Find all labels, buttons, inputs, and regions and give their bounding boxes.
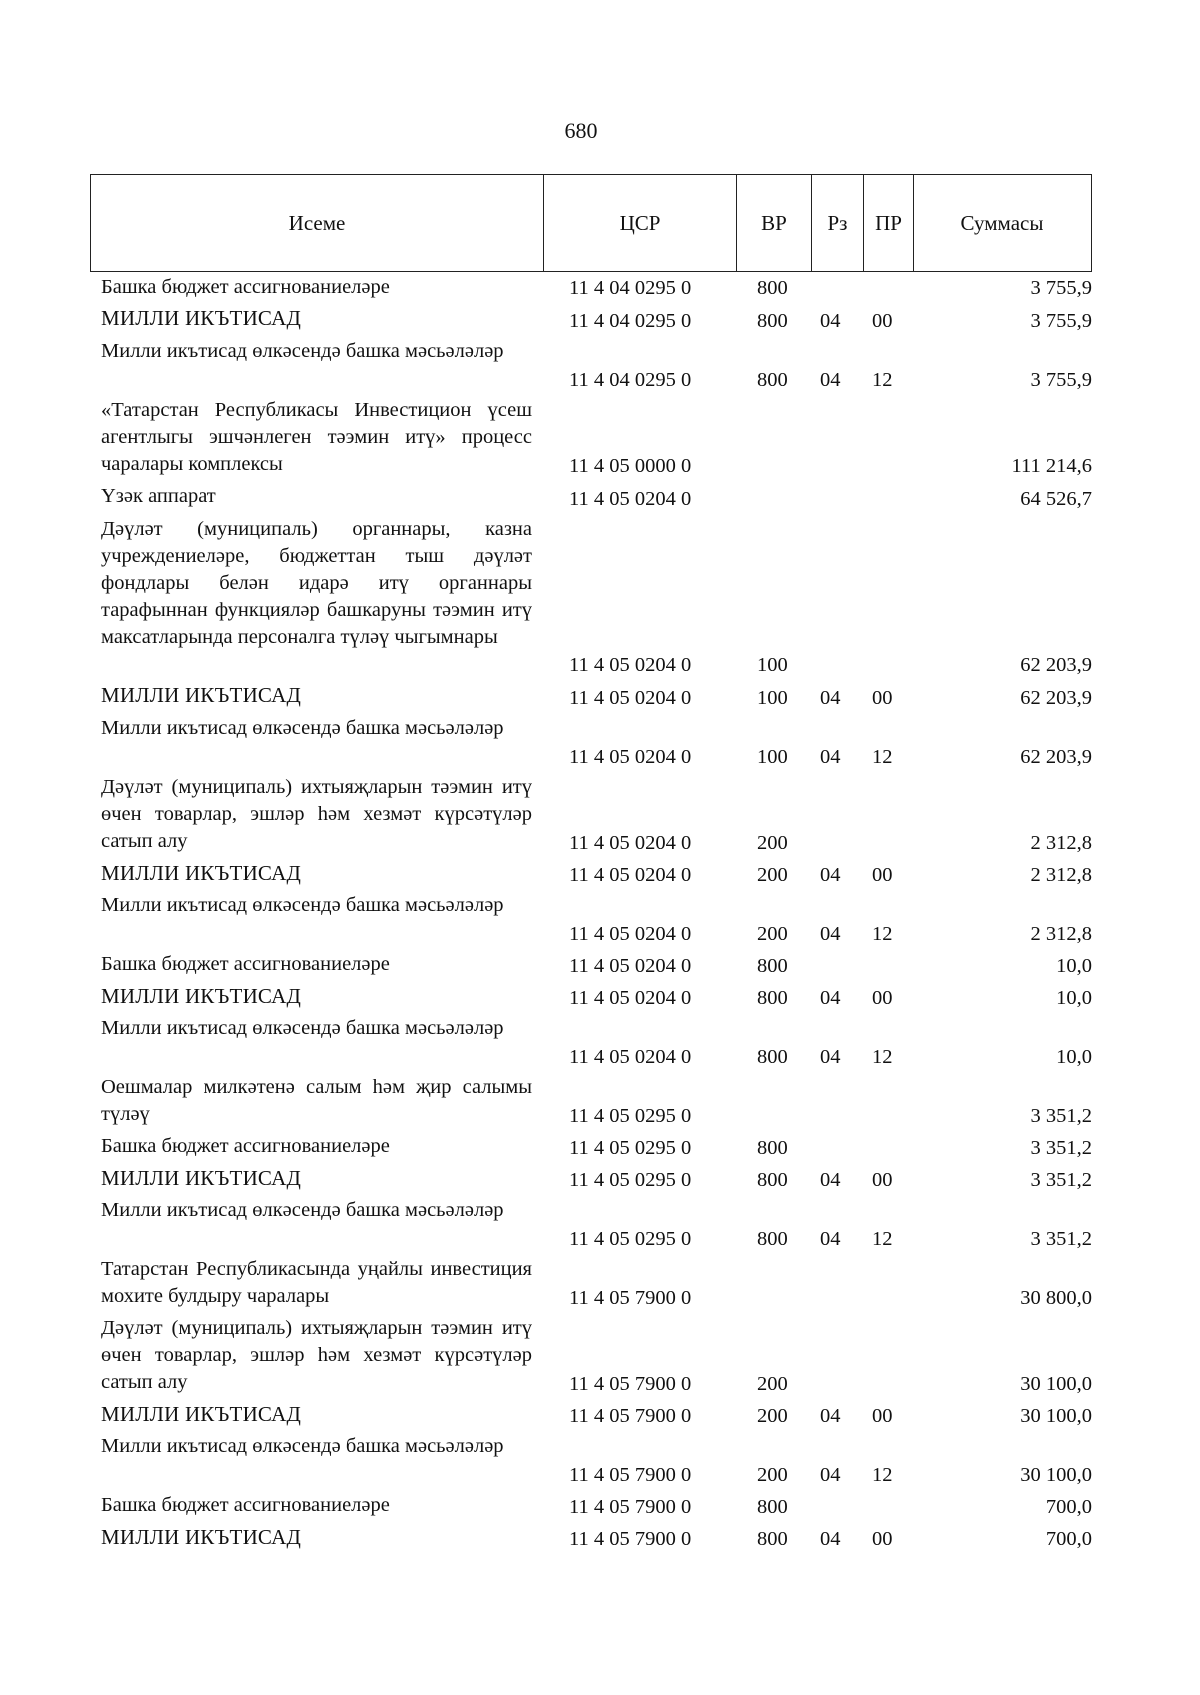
row-csr: 11 4 05 0204 0 (569, 864, 692, 886)
row-vr: 800 (757, 1046, 788, 1068)
row-csr: 11 4 05 0295 0 (569, 1228, 692, 1250)
row-sum: 3 351,2 (1030, 1228, 1092, 1250)
row-vr: 200 (757, 832, 788, 854)
row-pr: 00 (872, 864, 893, 886)
row-name: Татарстан Республикасында уңайлы инвестиция мохите булдыру чаралары (101, 1258, 532, 1307)
row-vr: 800 (757, 1137, 788, 1159)
row-vr: 800 (757, 1169, 788, 1191)
row-csr: 11 4 05 7900 0 (569, 1464, 692, 1486)
row-name: МИЛЛИ ИКЪТИСАД (101, 1525, 301, 1549)
row-sum: 3 755,9 (1030, 369, 1092, 391)
table-row (0, 892, 1200, 951)
row-sum: 30 100,0 (1020, 1373, 1092, 1395)
row-rz: 04 (820, 1169, 841, 1191)
row-csr: 11 4 05 0204 0 (569, 987, 692, 1009)
row-rz: 04 (820, 310, 841, 332)
row-name: МИЛЛИ ИКЪТИСАД (101, 1402, 301, 1426)
row-vr: 200 (757, 1373, 788, 1395)
row-name: Дәүләт (муниципаль) ихтыяҗларын тәэмин итү өчен товарлар, эшләр һәм хезмәт күрсәтүләр сатып алу (101, 1317, 532, 1393)
row-rz: 04 (820, 369, 841, 391)
row-rz: 04 (820, 864, 841, 886)
header-csr: ЦСР (543, 175, 736, 271)
row-csr: 11 4 04 0295 0 (569, 369, 692, 391)
row-csr: 11 4 05 0000 0 (569, 455, 692, 477)
table-row (0, 1492, 1200, 1524)
row-name: Үзәк аппарат (101, 485, 216, 507)
row-name: Милли икътисад өлкәсендә башка мәсьәләләр (101, 1017, 504, 1039)
table-row (0, 397, 1200, 483)
row-vr: 800 (757, 310, 788, 332)
table-row (0, 1401, 1200, 1433)
row-pr: 12 (872, 1046, 893, 1068)
table-row (0, 1165, 1200, 1197)
row-csr: 11 4 05 0204 0 (569, 488, 692, 510)
table-row (0, 274, 1200, 305)
row-sum: 10,0 (1056, 987, 1092, 1009)
table-row (0, 1133, 1200, 1165)
row-vr: 100 (757, 746, 788, 768)
row-sum: 3 351,2 (1030, 1105, 1092, 1127)
row-sum: 64 526,7 (1020, 488, 1092, 510)
table-row (0, 983, 1200, 1015)
table-row (0, 516, 1200, 682)
row-name: Милли икътисад өлкәсендә башка мәсьәләләр (101, 340, 504, 362)
row-vr: 100 (757, 687, 788, 709)
row-vr: 200 (757, 1405, 788, 1427)
row-rz: 04 (820, 1046, 841, 1068)
row-csr: 11 4 05 0204 0 (569, 687, 692, 709)
row-csr: 11 4 04 0295 0 (569, 310, 692, 332)
row-vr: 800 (757, 987, 788, 1009)
row-rz: 04 (820, 1228, 841, 1250)
row-vr: 800 (757, 369, 788, 391)
row-sum: 3 755,9 (1030, 277, 1092, 299)
row-csr: 11 4 05 0204 0 (569, 955, 692, 977)
row-sum: 30 100,0 (1020, 1464, 1092, 1486)
row-name: Башка бюджет ассигнованиеләре (101, 1135, 390, 1157)
row-csr: 11 4 05 0204 0 (569, 746, 692, 768)
row-name: Милли икътисад өлкәсендә башка мәсьәләләр (101, 1199, 504, 1221)
row-name: МИЛЛИ ИКЪТИСАД (101, 984, 301, 1008)
row-rz: 04 (820, 746, 841, 768)
row-pr: 00 (872, 687, 893, 709)
row-csr: 11 4 05 0204 0 (569, 832, 692, 854)
row-csr: 11 4 05 0295 0 (569, 1105, 692, 1127)
header-sum: Суммасы (913, 175, 1090, 271)
row-csr: 11 4 05 7900 0 (569, 1287, 692, 1309)
row-name: «Татарстан Республикасы Инвестицион үсеш агентлыгы эшчәнлеген тәэмин итү» процесс чаралары комплексы (101, 399, 532, 475)
header-rz: Рз (811, 175, 863, 271)
row-name: МИЛЛИ ИКЪТИСАД (101, 861, 301, 885)
row-vr: 800 (757, 1528, 788, 1550)
row-name: Дәүләт (муниципаль) органнары, казна учреждениеләре, бюджеттан тыш дәүләт фондлары белән идарә итү органнары тарафыннан функцияләр башкаруны тәэмин итү максатларында персоналга түләү чыгымнары (101, 518, 532, 648)
row-vr: 200 (757, 923, 788, 945)
row-csr: 11 4 05 0295 0 (569, 1169, 692, 1191)
row-vr: 800 (757, 1496, 788, 1518)
row-csr: 11 4 04 0295 0 (569, 277, 692, 299)
row-csr: 11 4 05 0204 0 (569, 654, 692, 676)
table-body (0, 274, 1200, 1556)
row-pr: 00 (872, 1169, 893, 1191)
row-pr: 00 (872, 1528, 893, 1550)
table-row (0, 682, 1200, 715)
row-rz: 04 (820, 923, 841, 945)
row-name: Милли икътисад өлкәсендә башка мәсьәләләр (101, 1435, 504, 1457)
row-name: Башка бюджет ассигнованиеләре (101, 276, 390, 298)
row-vr: 200 (757, 864, 788, 886)
row-csr: 11 4 05 0204 0 (569, 1046, 692, 1068)
row-rz: 04 (820, 1405, 841, 1427)
row-sum: 10,0 (1056, 955, 1092, 977)
row-vr: 800 (757, 1228, 788, 1250)
row-name: Дәүләт (муниципаль) ихтыяҗларын тәэмин итү өчен товарлар, эшләр һәм хезмәт күрсәтүләр сатып алу (101, 776, 532, 852)
table-row (0, 1524, 1200, 1556)
row-pr: 12 (872, 369, 893, 391)
row-pr: 12 (872, 923, 893, 945)
row-csr: 11 4 05 7900 0 (569, 1405, 692, 1427)
table-row (0, 305, 1200, 338)
row-sum: 30 100,0 (1020, 1405, 1092, 1427)
row-sum: 2 312,8 (1030, 832, 1092, 854)
row-csr: 11 4 05 7900 0 (569, 1373, 692, 1395)
row-sum: 700,0 (1045, 1528, 1092, 1550)
row-pr: 12 (872, 746, 893, 768)
row-sum: 3 755,9 (1030, 310, 1092, 332)
row-name: Оешмалар милкәтенә салым һәм җир салымы түләү (101, 1076, 532, 1125)
row-sum: 700,0 (1045, 1496, 1092, 1518)
row-name: Башка бюджет ассигнованиеләре (101, 1494, 390, 1516)
row-vr: 100 (757, 654, 788, 676)
row-pr: 00 (872, 310, 893, 332)
row-sum: 62 203,9 (1020, 687, 1092, 709)
row-name: МИЛЛИ ИКЪТИСАД (101, 306, 301, 330)
row-rz: 04 (820, 687, 841, 709)
header-pr: ПР (863, 175, 913, 271)
page-number: 680 (564, 118, 598, 143)
row-csr: 11 4 05 0204 0 (569, 923, 692, 945)
row-pr: 00 (872, 987, 893, 1009)
table-row (0, 1315, 1200, 1401)
table-row (0, 715, 1200, 774)
row-name: МИЛЛИ ИКЪТИСАД (101, 683, 301, 707)
row-sum: 111 214,6 (1011, 455, 1092, 477)
row-vr: 800 (757, 955, 788, 977)
row-pr: 12 (872, 1228, 893, 1250)
table-row (0, 483, 1200, 516)
row-pr: 00 (872, 1405, 893, 1427)
table-row (0, 1256, 1200, 1315)
row-rz: 04 (820, 987, 841, 1009)
row-sum: 10,0 (1056, 1046, 1092, 1068)
header-vr: ВР (736, 175, 811, 271)
row-sum: 3 351,2 (1030, 1169, 1092, 1191)
row-sum: 62 203,9 (1020, 654, 1092, 676)
table-row (0, 338, 1200, 397)
row-sum: 30 800,0 (1020, 1287, 1092, 1309)
row-pr: 12 (872, 1464, 893, 1486)
table-row (0, 1074, 1200, 1133)
table-row (0, 774, 1200, 860)
row-sum: 2 312,8 (1030, 923, 1092, 945)
row-sum: 2 312,8 (1030, 864, 1092, 886)
table-header (90, 174, 1092, 272)
table-row (0, 1197, 1200, 1256)
row-csr: 11 4 05 7900 0 (569, 1496, 692, 1518)
row-csr: 11 4 05 7900 0 (569, 1528, 692, 1550)
row-rz: 04 (820, 1464, 841, 1486)
row-csr: 11 4 05 0295 0 (569, 1137, 692, 1159)
row-name: МИЛЛИ ИКЪТИСАД (101, 1166, 301, 1190)
row-sum: 62 203,9 (1020, 746, 1092, 768)
row-name: Башка бюджет ассигнованиеләре (101, 953, 390, 975)
row-vr: 800 (757, 277, 788, 299)
row-name: Милли икътисад өлкәсендә башка мәсьәләләр (101, 894, 504, 916)
header-name: Исеме (288, 210, 346, 235)
table-row (0, 1433, 1200, 1492)
row-vr: 200 (757, 1464, 788, 1486)
row-sum: 3 351,2 (1030, 1137, 1092, 1159)
row-rz: 04 (820, 1528, 841, 1550)
table-row (0, 951, 1200, 983)
table-row (0, 1015, 1200, 1074)
table-row (0, 860, 1200, 892)
row-name: Милли икътисад өлкәсендә башка мәсьәләләр (101, 717, 504, 739)
